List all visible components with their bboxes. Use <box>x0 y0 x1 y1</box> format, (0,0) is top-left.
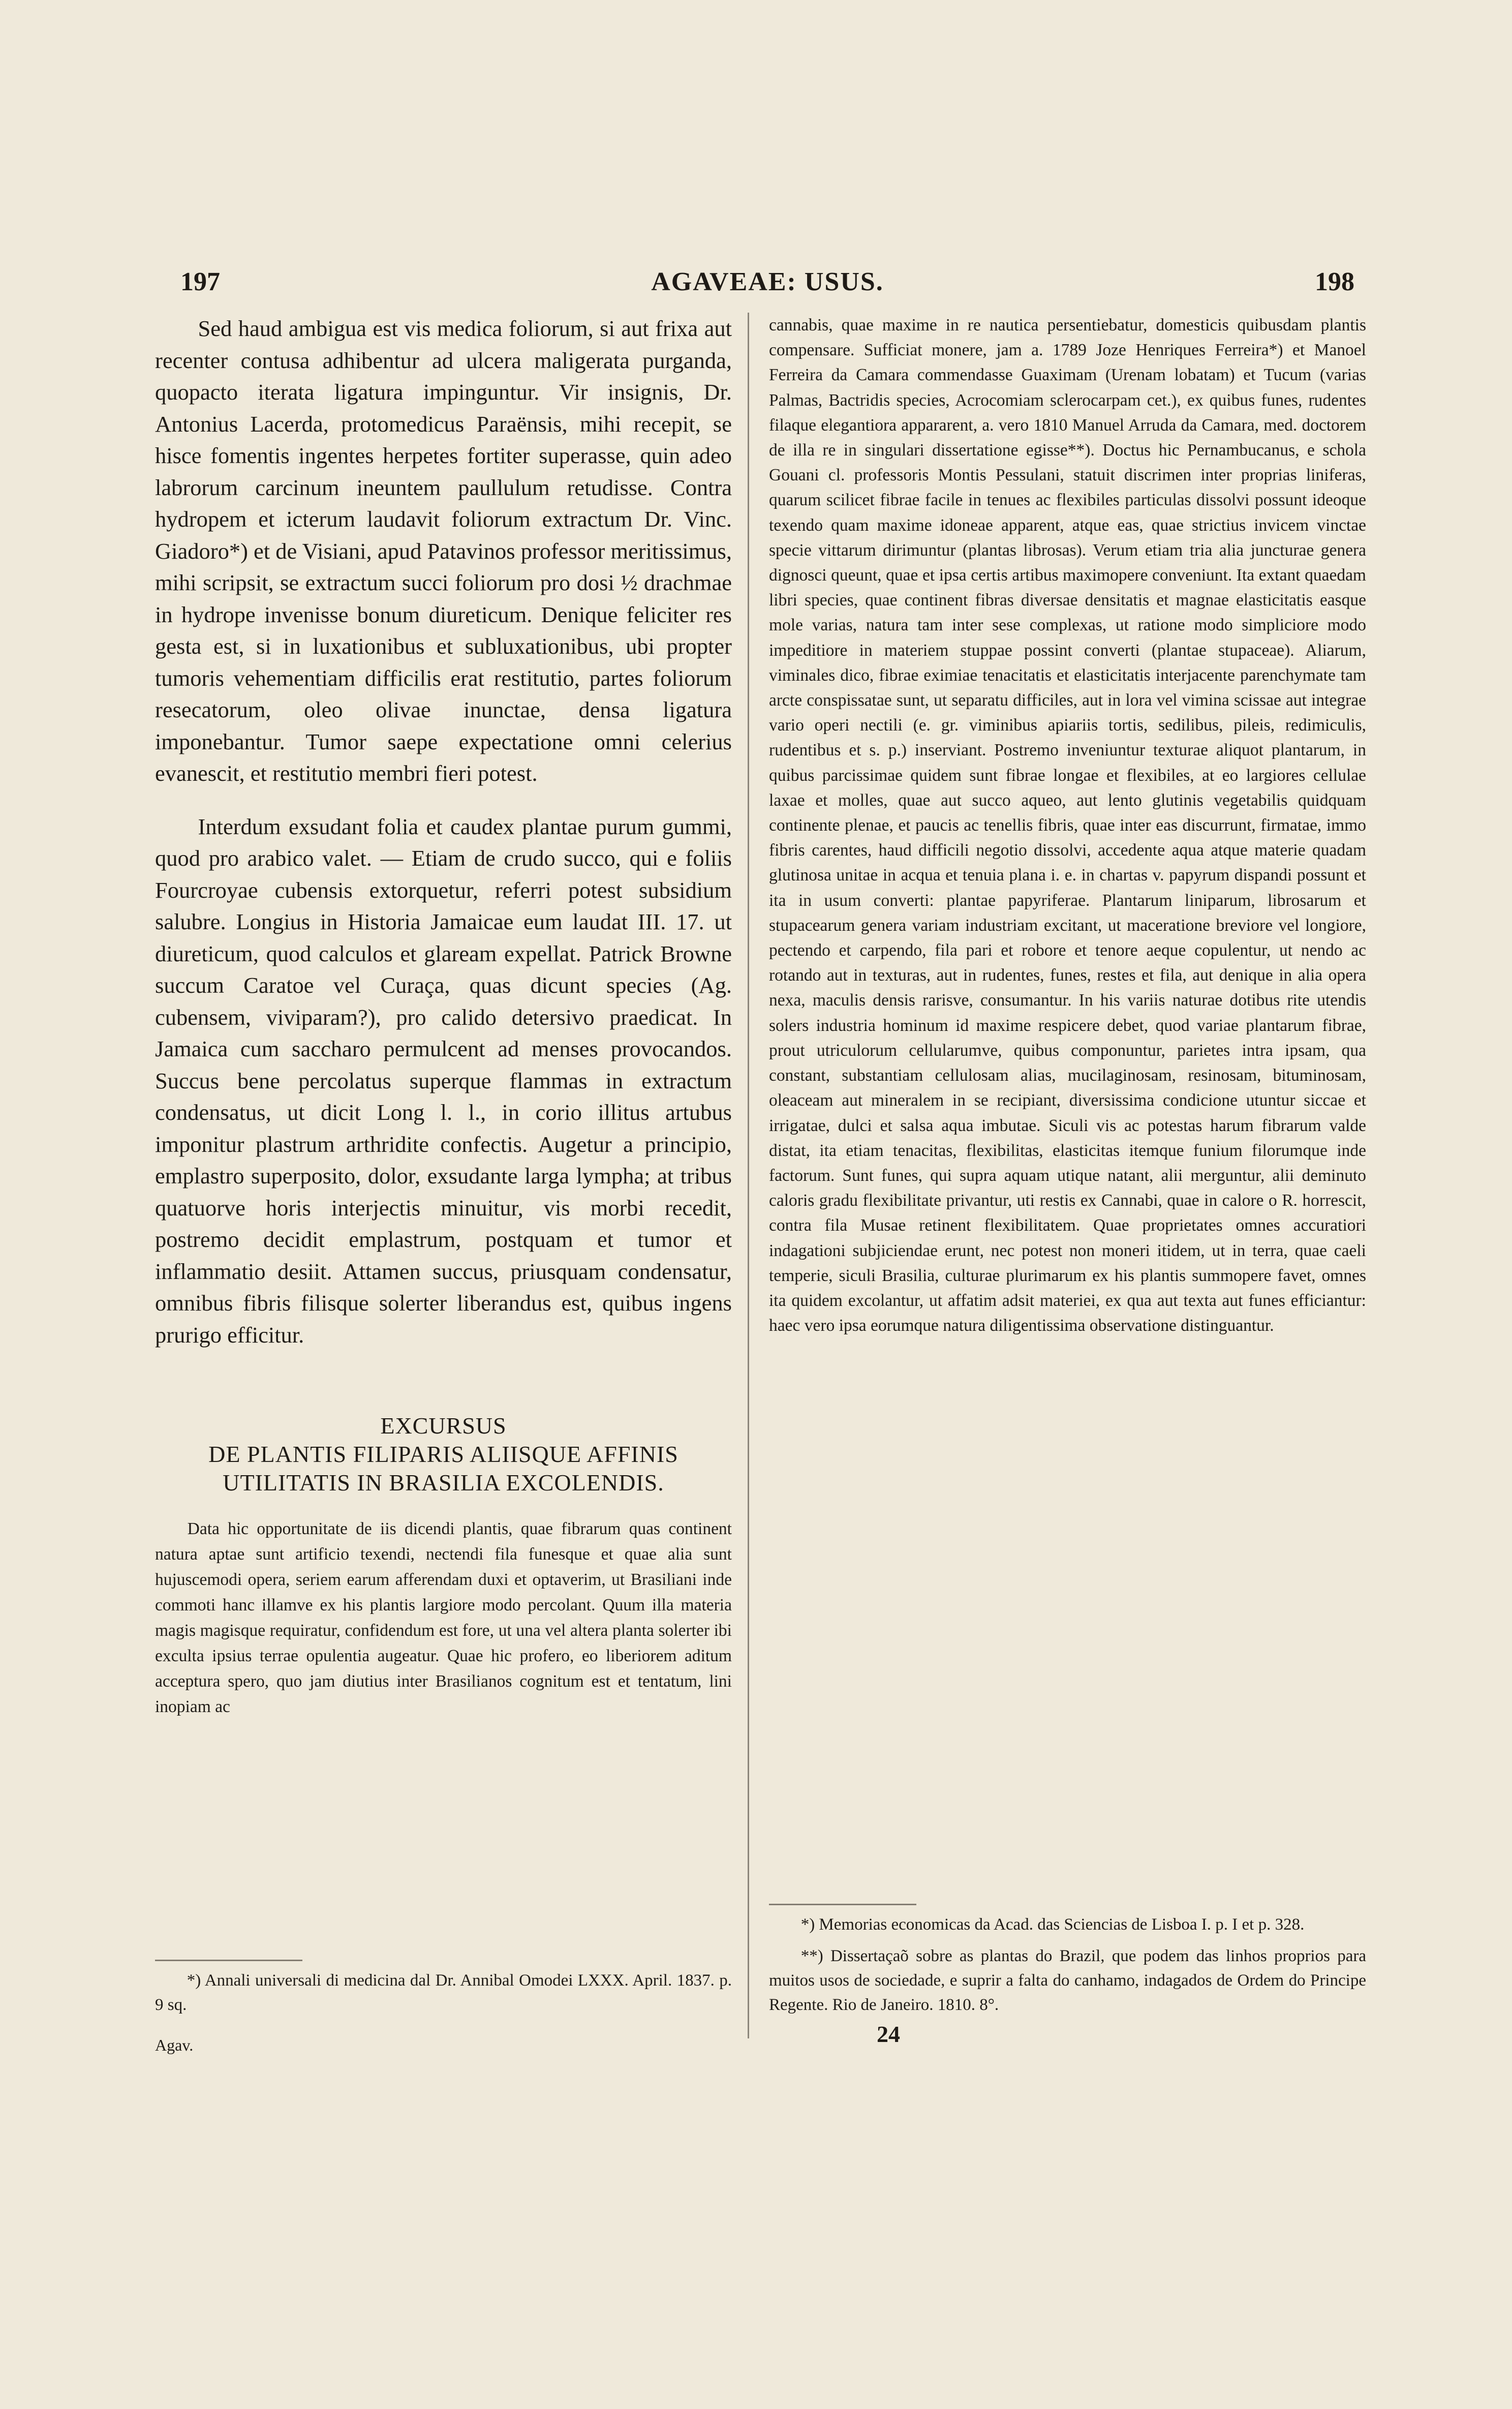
paragraph-gummi-succus: Interdum exsudant folia et caudex plantae purum gummi, quod pro arabico valet. — Etiam de crudo succo, qui e foliis Fourcroyae cubensis extorquetur, referri potest subsidium salubre. Longius in Historia Jamaicae eum laudat III. 17. ut diureticum, quod calculos et glaream expellat. Patrick Browne succum Caratoe vel Curaça, quas dicunt species (Ag. cubensem, viviparam?), pro calido detersivo praedicat. In Jamaica cum saccharo permulcent ad menses provocandos. Succus bene percolatus superque flammas in extractum condensatus, ut dicit Long l. l., in corio illitus artubus imponitur plastrum arthridite confectis. Augetur a principio, emplastro superposito, dolor, exsudante larga lympha; at tribus quatuorve horis interjectis minuitur, vis morbi recedit, postremo decidit emplastrum, postquam et tumor et inflammatio desiit. Attamen succus, priusquam condensatur, omnibus fibris filisque solerter liberandus est, quibus ingens prurigo efficitur. <box>155 813 732 1348</box>
column-divider <box>748 313 749 2038</box>
signature-mark: Agav. <box>155 2036 194 2054</box>
footnote-rule-right <box>769 1904 916 1905</box>
right-column <box>769 313 1366 1338</box>
paragraph-medica-foliorum: Sed haud ambigua est vis medica foliorum, si aut frixa aut recenter contusa adhibentur ad ulcera maligerata purganda, quopacto iterata ligatura impinguntur. Vir insignis, Dr. Antonius Lacerda, protomedicus Paraënsis, mihi recepit, se hisce fomentis ingentes herpetes fortiter superasse, quin adeo labrorum carcinum ineuntem paullulum retudisse. Contra hydropem et icterum laudavit foliorum extractum Dr. Vinc. Giadoro*) et de Visiani, apud Patavinos professor meritissimus, mihi scripsit, se extractum succi foliorum pro dosi ½ drachmae in hydrope invenisse bonum diureticum. Denique feliciter res gesta est, si in luxationibus et subluxationibus, ubi propter tumoris vehementiam difficilis erat restitutio, partes foliorum resecatorum, oleo olivae inunctae, densa ligatura imponebantur. Tumor saepe expectatione omni celerius evanescit, et restitutio membri fieri potest. <box>155 316 732 786</box>
page-number-right: 198 <box>1315 267 1354 296</box>
footnotes-left <box>155 1960 732 2017</box>
running-title: AGAVEAE: USUS. <box>651 267 884 296</box>
paragraph-fibrae-plantarum: cannabis, quae maxime in re nautica persentiebatur, domesticis quibusdam plantis compensare. Sufficiat monere, jam a. 1789 Joze Henriques Ferreira*) et Manoel Ferreira da Camara commendasse Guaximam (Urenam lobatam) et Tucum (varias Palmas, Bactridis species, Acrocomiam sclerocarpam cet.), ex quibus funes, rudentes filaque elegantiora appararent, a. vero 1810 Manuel Arruda da Camara, med. doctorem de illa re in singulari dissertatione egisse**). Doctus hic Pernambucanus, e schola Gouani cl. professoris Montis Pessulani, statuit discrimen inter proprias liniferas, quarum scilicet fibrae facile in tenues ac flexibiles particulas dissolvi possunt ideoque texendo quam maxime idoneae apparent, atque eas, quae strictius invicem vinctae specie vittarum dirimuntur (plantas librosas). Verum etiam tria alia juncturae genera dignosci queunt, quae et ipsa certis artibus maximopere conveniunt. Ita extant quaedam libri species, quae continent fibras diversae densitatis et magnae elasticitatis easque mole varias, natura tam inter sese complexas, ut ratione modo simpliciore modo impeditiore in materiem stuppae possint converti (plantae stupaceae). Aliarum, viminales dico, fibrae eximiae tenacitatis et elasticitatis interjacente parenchymate tam arcte conspissatae sunt, ut separatu difficiles, aut in lora vel vimina scissae aut integrae vario operi nectili (e. gr. viminibus apiariis tortis, sedilibus, pileis, redimiculis, rudentibus et s. p.) inserviant. Postremo inveniuntur texturae aliquot plantarum, in quibus parcissimae quidem sunt fibrae longae et flexibiles, at eo largiores cellulae laxae et molles, quae aut succo aqueo, aut lento glutinis vegetabilis quidquam continente plenae, et paucis ac tenellis fibris, quae inter eas discurrunt, firmatae, immo fibris carentes, haud difficili negotio dissolvi, accedente aqua atque materie quadam glutinosa unitae in acqua et tenuia plana i. e. in chartas v. papyrum dispandi possunt et ita in usum converti: plantae papyriferae. Plantarum liniparum, librosarum et stupacearum genera variam industriam excitant, ut maceratione breviore vel longiore, pectendo et carpendo, fila pari et robore et tenore aeque copulentur, ut nendo ac rotando aut in texturas, aut in rudentes, funes, restes et fila, aut denique in alia opera nexa, maculis densis rarisve, consumantur. In his variis naturae dotibus rite utendis solers industria hominum id maxime respicere debet, quod variae plantarum fibrae, prout utriculorum cellularumve, quibus componuntur, parietes intra ipsam, qua constant, substantiam cellulosam alias, mucilaginosam, resinosam, bituminosam, oleaceam aut mineralem in se recipiant, diversissima condicione utuntur siccae et irrigatae, dulci et salsa aqua imbutae. Siculi vis ac potestas harum fibrarum valde distat, ita etiam tenacitas, flexibilitas, elasticitas itemque funium filorumque inde factorum. Sunt funes, qui supra aquam utique natant, alii merguntur, alii deminuto caloris gradu flexibilitate privantur, uti restis ex Cannabi, quae in calore o R. horrescit, contra fila Musae retinent flexibilitatem. Quae proprietates omnes accuratiori indagationi subjiciendae erunt, nec potest non moneri itidem, ut in terra, quae caeli temperie, siculi Brasilia, culturae plurimarum ex his plantis summopere favet, omnes ita quidem excolantur, ut affatim adsit materiei, ex qua aut texta aut funes efficiantur: haec vero ipsa eorumque natura diligentissima observatione distinguantur. <box>769 316 1366 1335</box>
page-header <box>180 267 1354 302</box>
excursus-heading-line-2: DE PLANTIS FILIPARIS ALIISQUE AFFINIS <box>208 1441 678 1467</box>
sheet-number: 24 <box>877 2021 900 2047</box>
footnote-dissertacao: **) Dissertaçaõ sobre as plantas do Brazil, que podem das linhos proprios para muitos usos de sociedade, e suprir a falta do canhamo, indagados de Ordem do Principe Regente. Rio de Janeiro. 1810. 8°. <box>769 1947 1366 2014</box>
footnotes-right <box>769 1904 1366 2017</box>
footnote-memorias: *) Memorias economicas da Acad. das Sciencias de Lisboa I. p. I et p. 328. <box>800 1915 1305 1934</box>
excursus-heading <box>155 1412 732 1497</box>
left-column <box>155 313 732 1720</box>
excursus-heading-line-1: EXCURSUS <box>380 1413 507 1439</box>
page-number-left: 197 <box>180 267 220 296</box>
footnote-rule-left <box>155 1960 302 1961</box>
excursus-heading-line-3: UTILITATIS IN BRASILIA EXCOLENDIS. <box>223 1470 664 1496</box>
footnote-annali: *) Annali universali di medicina dal Dr. Annibal Omodei LXXX. April. 1837. p. 9 sq. <box>155 1971 732 2014</box>
excursus-text: Data hic opportunitate de iis dicendi plantis, quae fibrarum quas continent natura aptae sunt artificio texendi, nectendi fila funesque et quae alia sunt hujuscemodi opera, seriem earum afferendam duxi et optaverim, ut Brasiliani inde commoti hanc illamve ex his plantis largiore modo percolant. Quum illa materia magis magisque requiratur, confidendum est fore, ut una vel altera planta solerter ibi exculta ipsius terrae opulentia augeatur. Quae hic profero, eo liberiorem aditum acceptura spero, quo jam diutius inter Brasilianos cognitum est et tentatum, lini inopiam ac <box>155 1519 732 1716</box>
